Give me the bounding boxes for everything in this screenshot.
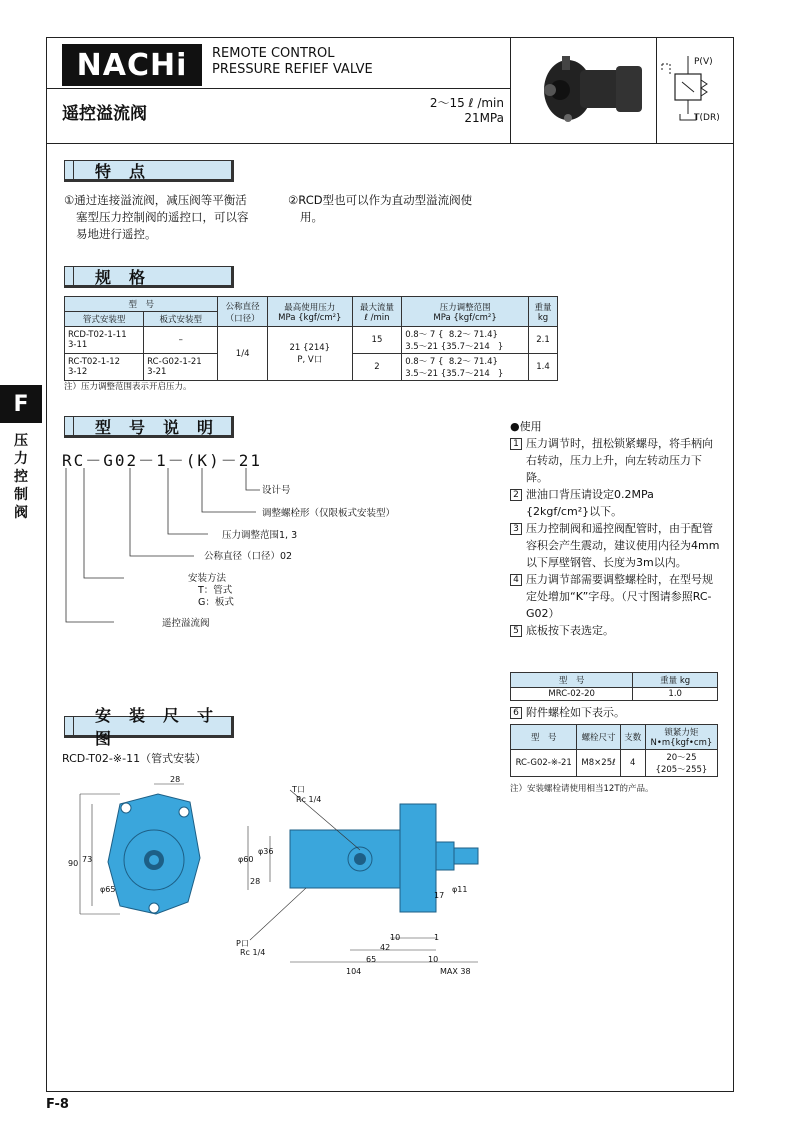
- callout-size: 公称直径（口径）02: [204, 551, 293, 562]
- usage-item: [510, 622, 720, 639]
- dim-phi36: φ36: [258, 847, 274, 856]
- header-divider: [656, 37, 657, 144]
- dims-heading: 安装尺寸图: [64, 716, 234, 738]
- p-port-label: P口: [236, 939, 249, 948]
- cell-range: 0.8～ 7 { 8.2～ 71.4} 3.5～21 {35.7～214 }: [402, 327, 529, 354]
- feature-1-line: 易地进行遥控。: [76, 227, 157, 241]
- t-port-thread: Rc 1/4: [296, 795, 322, 804]
- th-plate: 板式安装型: [144, 312, 218, 327]
- usage-text: 底板按下表选定。: [526, 624, 614, 637]
- feature-1-line: ①通过连接溢流阀，减压阀等平衡活: [64, 193, 247, 207]
- feature-2: [288, 192, 472, 226]
- spec-table: [64, 296, 558, 381]
- cell-flow: 15: [352, 327, 401, 354]
- cell-plate: –: [144, 327, 218, 354]
- callout-range: 压力调整范围1, 3: [222, 530, 298, 541]
- p-port-thread: Rc 1/4: [240, 948, 266, 957]
- cell-weight: 2.1: [528, 327, 557, 354]
- usage-item: [510, 571, 720, 622]
- dim-1: 1: [434, 933, 440, 942]
- cell-model: RC-G02-※-21: [511, 750, 577, 777]
- cell-pipe: RCD-T02-1-11 3-11: [65, 327, 144, 354]
- dim-65: 65: [366, 955, 377, 964]
- th-model: 型 号: [511, 673, 633, 688]
- dimension-drawing: [60, 770, 500, 980]
- title-line-1: REMOTE CONTROL: [212, 46, 335, 61]
- dim-phi11: φ11: [452, 885, 468, 894]
- cell-size: 1/4: [218, 327, 267, 381]
- dim-phi60: φ60: [238, 855, 254, 864]
- cell-pipe: RC-T02-1-12 3-12: [65, 354, 144, 381]
- dim-17: 17: [434, 891, 445, 900]
- bolt-table: [510, 724, 718, 777]
- spec-note: 注）压力调整范围表示开启压力。: [64, 382, 192, 392]
- port-p-label: P(V): [694, 57, 713, 67]
- usage-number: 2: [510, 489, 522, 501]
- cell-range: 0.8～ 7 { 8.2～ 71.4} 3.5～21 {35.7～214 }: [402, 354, 529, 381]
- cell-model: MRC-02-20: [511, 688, 633, 701]
- feature-2-line: ②RCD型也可以作为直动型溢流阀使: [288, 193, 473, 207]
- feature-1-line: 塞型压力控制阀的遥控口，可以容: [76, 210, 249, 224]
- usage-number: 6: [510, 707, 522, 719]
- usage-number: 4: [510, 574, 522, 586]
- bolt-note: 注）安装螺栓请使用相当12T的产品。: [510, 784, 654, 794]
- header-divider: [46, 88, 510, 89]
- callout-design: 设计号: [262, 485, 291, 496]
- page-number: F-8: [46, 1097, 69, 1112]
- usage-text: 压力调节部需要调整螺栓时，在型号规定处增加“K”字母。（尺寸图请参照RC-G02）: [526, 573, 713, 620]
- cell-plate: RC-G02-1-21 3-21: [144, 354, 218, 381]
- pressure-rating: 21MPa: [464, 111, 504, 125]
- section-tab-label: 压力控制阀: [14, 433, 28, 521]
- mount-label: 安装方法: [188, 573, 227, 584]
- dim-phi65: φ65: [100, 885, 116, 894]
- usage-item: [510, 704, 720, 721]
- usage-text: 附件螺栓如下表示。: [526, 706, 625, 719]
- usage-item-6: [510, 704, 720, 721]
- dim-max38: MAX 38: [440, 967, 471, 976]
- feature-1: [64, 192, 249, 243]
- flow-rating: 2～15 ℓ /min: [429, 96, 504, 110]
- cell-pmax: 21 {214} P, V口: [267, 327, 352, 381]
- dim-28: 28: [170, 775, 181, 784]
- dim-73: 73: [82, 855, 93, 864]
- callout-mount: [188, 573, 234, 609]
- th-size: 公称直径 （口径）: [218, 297, 267, 327]
- usage-text: 泄油口背压请设定0.2MPa {2kgf/cm²}以下。: [526, 488, 654, 518]
- section-tab: F: [0, 385, 42, 423]
- usage-text: 压力调节时，扭松锁紧螺母，将手柄向右转动，压力上升，向左转动压力下降。: [526, 437, 713, 484]
- dim-90: 90: [68, 859, 79, 868]
- valve-photo: [520, 48, 648, 128]
- th-pmax: 最高使用压力 MPa {kgf/cm²}: [267, 297, 352, 327]
- features-heading: 特点: [64, 160, 234, 182]
- spec-heading: 规格: [64, 266, 234, 288]
- mount-g: G：板式: [198, 597, 234, 608]
- dim-104: 104: [346, 967, 362, 976]
- usage-item: [510, 435, 720, 486]
- th-weight: 重量 kg: [528, 297, 557, 327]
- th-model: 型 号: [511, 725, 577, 750]
- cell-bolt: M8×25ℓ: [577, 750, 620, 777]
- cell-torque: 20～25 {205～255}: [645, 750, 717, 777]
- usage-number: 5: [510, 625, 522, 637]
- dim-10a: 10: [390, 933, 401, 942]
- usage-item: [510, 520, 720, 571]
- cell-weight: 1.0: [633, 688, 718, 701]
- t-port-label: T口: [292, 785, 305, 794]
- feature-2-line: 用。: [300, 210, 323, 224]
- baseplate-table: [510, 672, 718, 701]
- th-bolt: 螺栓尺寸: [577, 725, 620, 750]
- th-weight: 重量 kg: [633, 673, 718, 688]
- header-divider: [510, 37, 511, 144]
- dim-42: 42: [380, 943, 391, 952]
- model-heading: 型号说明: [64, 416, 234, 438]
- th-model: 型 号: [65, 297, 218, 312]
- dims-label: RCD-T02-※-11（管式安装）: [62, 752, 207, 765]
- dim-28b: 28: [250, 877, 261, 886]
- dim-10b: 10: [428, 955, 439, 964]
- usage-number: 1: [510, 438, 522, 450]
- chinese-title: 遥控溢流阀: [62, 104, 147, 124]
- th-pipe: 管式安装型: [65, 312, 144, 327]
- usage-section: [510, 418, 720, 639]
- cell-weight: 1.4: [528, 354, 557, 381]
- title-line-2: PRESSURE REFIEF VALVE: [212, 62, 373, 77]
- callout-screw: 调整螺栓形（仅限板式安装型）: [262, 508, 396, 519]
- english-title: [212, 46, 373, 78]
- usage-item: [510, 486, 720, 520]
- model-code-leaders: [60, 466, 270, 628]
- usage-text: 压力控制阀和遥控阀配管时，由于配管容积会产生震动，建议使用内径为4mm以下厚壁钢管、长度为3m以内。: [526, 522, 720, 569]
- rating: [400, 96, 504, 126]
- usage-heading: ●使用: [510, 420, 542, 433]
- th-range: 压力调整范围 MPa {kgf/cm²}: [402, 297, 529, 327]
- port-t-label: T(DR): [694, 113, 720, 123]
- model-code: RC－G02－1－(K)－21: [62, 451, 262, 470]
- th-flow: 最大流量 ℓ /min: [352, 297, 401, 327]
- nachi-logo: NACHi: [62, 44, 202, 86]
- th-torque: 锁紧力矩 N•m{kgf•cm}: [645, 725, 717, 750]
- cell-qty: 4: [620, 750, 645, 777]
- mount-t: T：管式: [198, 585, 233, 596]
- usage-number: 3: [510, 523, 522, 535]
- cell-flow: 2: [352, 354, 401, 381]
- callout-type: 遥控溢流阀: [162, 618, 210, 629]
- th-qty: 支数: [620, 725, 645, 750]
